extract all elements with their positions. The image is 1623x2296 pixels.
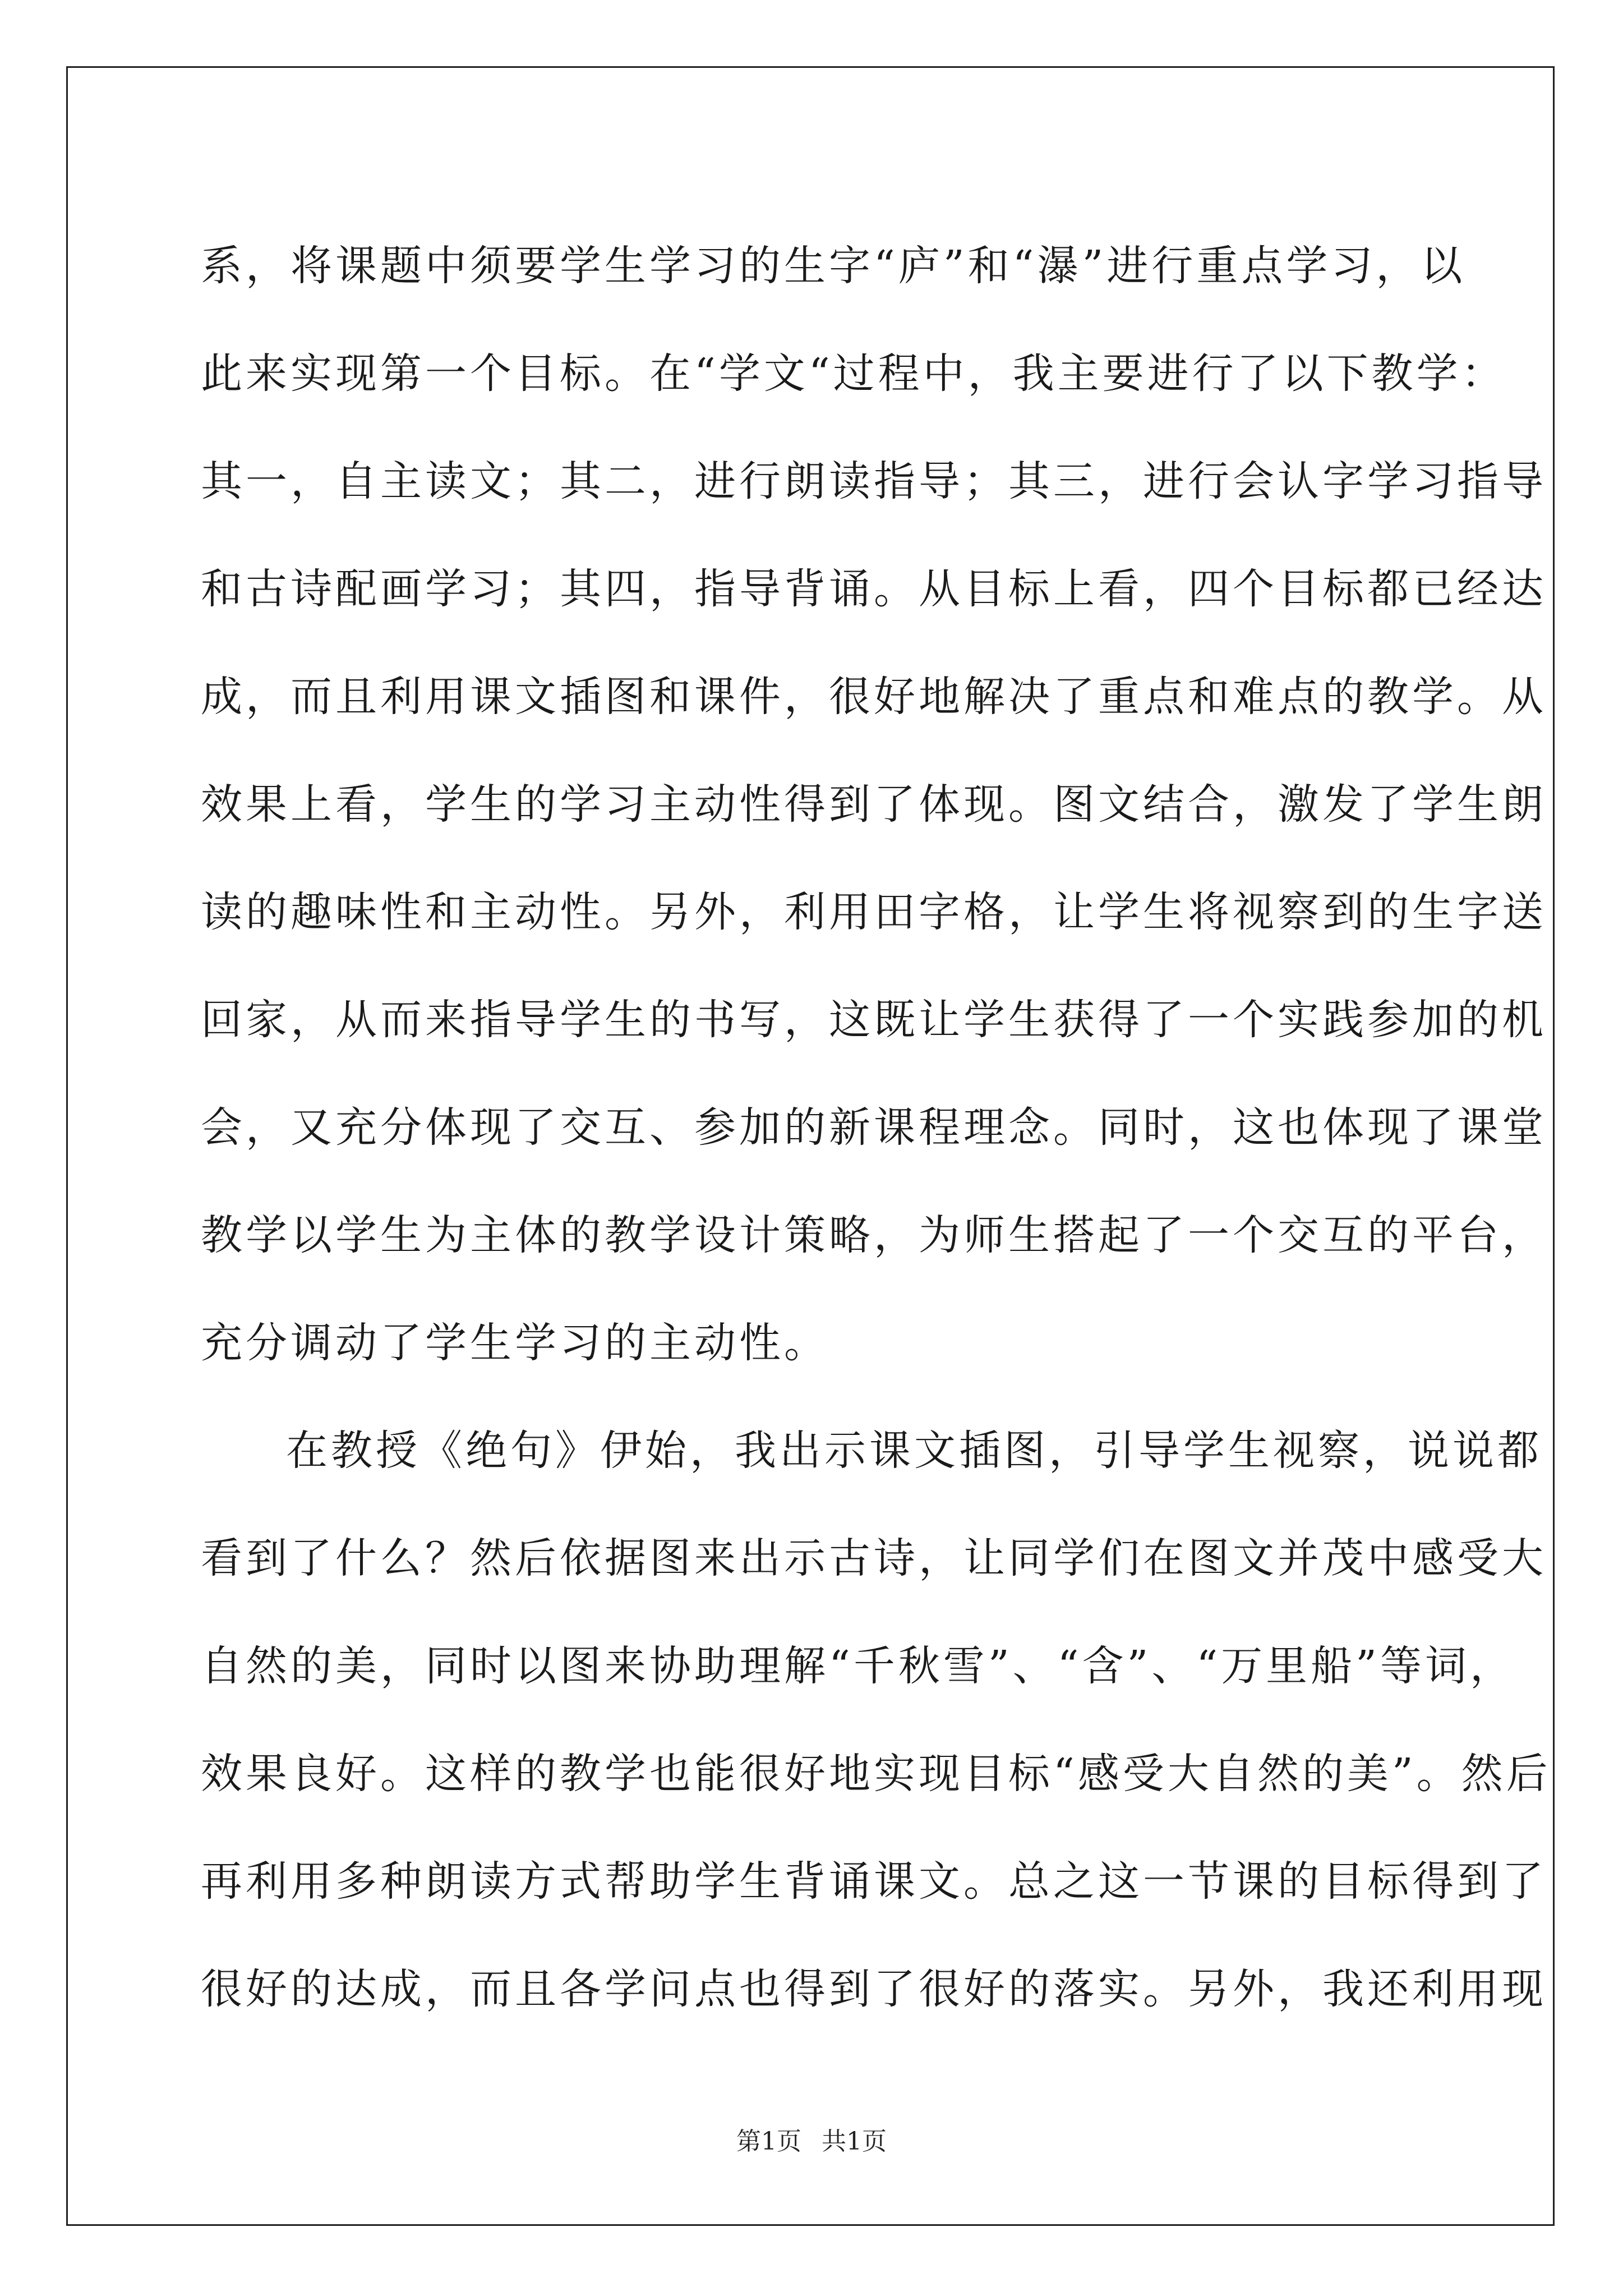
text-line: 会，又充分体现了交互、参加的新课程理念。同时，这也体现了课堂 (201, 1103, 1547, 1152)
text-line: 成，而且利用课文插图和课件，很好地解决了重点和难点的教学。从 (201, 673, 1547, 721)
page-footer (0, 2125, 1623, 2159)
page-number: 第1页 (736, 2127, 801, 2156)
text-line: 回家，从而来指导学生的书写，这既让学生获得了一个实践参加的机 (201, 996, 1547, 1044)
text-line: 效果上看，学生的学习主动性得到了体现。图文结合，激发了学生朗 (201, 780, 1547, 829)
text-line: 很好的达成，而且各学问点也得到了很好的落实。另外，我还利用现 (201, 1965, 1547, 2013)
text-line: 充分调动了学生学习的主动性。 (201, 1319, 829, 1367)
text-line: 效果良好。这样的教学也能很好地实现目标“感受大自然的美”。然后 (201, 1750, 1551, 1798)
text-line: 系，将课题中须要学生学习的生字“庐”和“瀑”进行重点学习，以 (201, 242, 1466, 290)
text-line: 其一，自主读文；其二，进行朗读指导；其三，进行会认字学习指导 (201, 457, 1547, 505)
paragraph-start-line: 在教授《绝句》伊始，我出示课文插图，引导学生视察，说说都 (286, 1427, 1542, 1475)
text-line: 读的趣味性和主动性。另外，利用田字格，让学生将视察到的生字送 (201, 888, 1547, 936)
text-line: 再利用多种朗读方式帮助学生背诵课文。总之这一节课的目标得到了 (201, 1857, 1547, 1906)
text-line: 自然的美，同时以图来协助理解“千秋雪”、“含”、“万里船”等词， (201, 1642, 1515, 1690)
text-line: 此来实现第一个目标。在“学文“过程中，我主要进行了以下教学： (201, 349, 1506, 398)
text-line: 和古诗配画学习；其四，指导背诵。从目标上看，四个目标都已经达 (201, 565, 1547, 613)
text-line: 看到了什么？然后依据图来出示古诗，让同学们在图文并茂中感受大 (201, 1534, 1547, 1582)
text-line: 教学以学生为主体的教学设计策略，为师生搭起了一个交互的平台， (201, 1211, 1547, 1259)
page-total: 共1页 (822, 2127, 887, 2156)
document-body (201, 212, 1551, 2043)
